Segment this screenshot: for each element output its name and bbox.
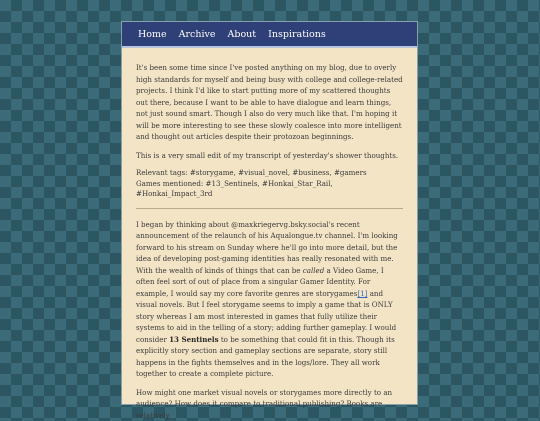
nav-about-link[interactable]: About: [228, 29, 257, 40]
nav-inspirations-link[interactable]: Inspirations: [268, 29, 326, 40]
body-text: to be something that could fit in this. Though its explicitly story section and gameplay sections are separate, story still happens in the fights themselves and in the logs/lore. They all work together to create a complete picture.: [136, 335, 395, 379]
section-divider: [136, 208, 403, 209]
top-nav: [122, 22, 417, 48]
games-mentioned: Games mentioned: #13_Sentinels, #Honkai_Star_Rail, #Honkai_Impact_3rd: [136, 179, 403, 200]
body-text: and visual novels. But I feel storygame seems to imply a game that is ONLY story whereas I am most interested in games that fully utilize their systems to aid in the telling of a story; adding further gameplay. I would consider: [136, 289, 396, 344]
body-text: a Video Game, I often feel sort of out of place from a singular Gamer Identity. For example, I would say my core favorite genres are storygames: [136, 266, 384, 298]
nav-home-link[interactable]: Home: [138, 29, 167, 40]
nav-archive-link[interactable]: Archive: [179, 29, 216, 40]
edit-note-paragraph: This is a very small edit of my transcript of yesterday's shower thoughts.: [136, 150, 403, 162]
body-paragraph-2: How might one market visual novels or storygames more directly to an audience? How does it compare to traditional publishing? Books are relatively: [136, 387, 403, 421]
body-text: I began by thinking about @maxkriegervg.bsky.social's recent announcement of the relaunch of his Aqualongue.tv channel. I'm looking forward to his stream on Sunday where he'll go into more detail, but the idea of developing post-gaming identities has really resonated with me. With the wealth of kinds of things that can be: [136, 220, 398, 275]
emphasis-text: called: [303, 266, 324, 275]
game-title-bold: 13 Sentinels: [169, 335, 218, 344]
tags-block: [136, 168, 403, 200]
relevant-tags: Relevant tags: #storygame, #visual_novel, #business, #gamers: [136, 168, 403, 179]
footnote-link[interactable]: [1]: [357, 289, 367, 298]
blog-page: [121, 21, 418, 405]
intro-paragraph: It's been some time since I've posted anything on my blog, due to overly high standards for myself and being busy with college and college-related projects. I think I'd like to start putting more of my scattered thoughts out there, because I want to be able to have dialogue and learn things, not just sound smart. Though I also do very much like that. I'm hoping it will be more interesting to see these slowly coalesce into more intelligent and thought out articles despite their protozoan beginnings.: [136, 62, 403, 143]
post-content: [122, 48, 417, 421]
body-paragraph-1: [136, 219, 403, 380]
